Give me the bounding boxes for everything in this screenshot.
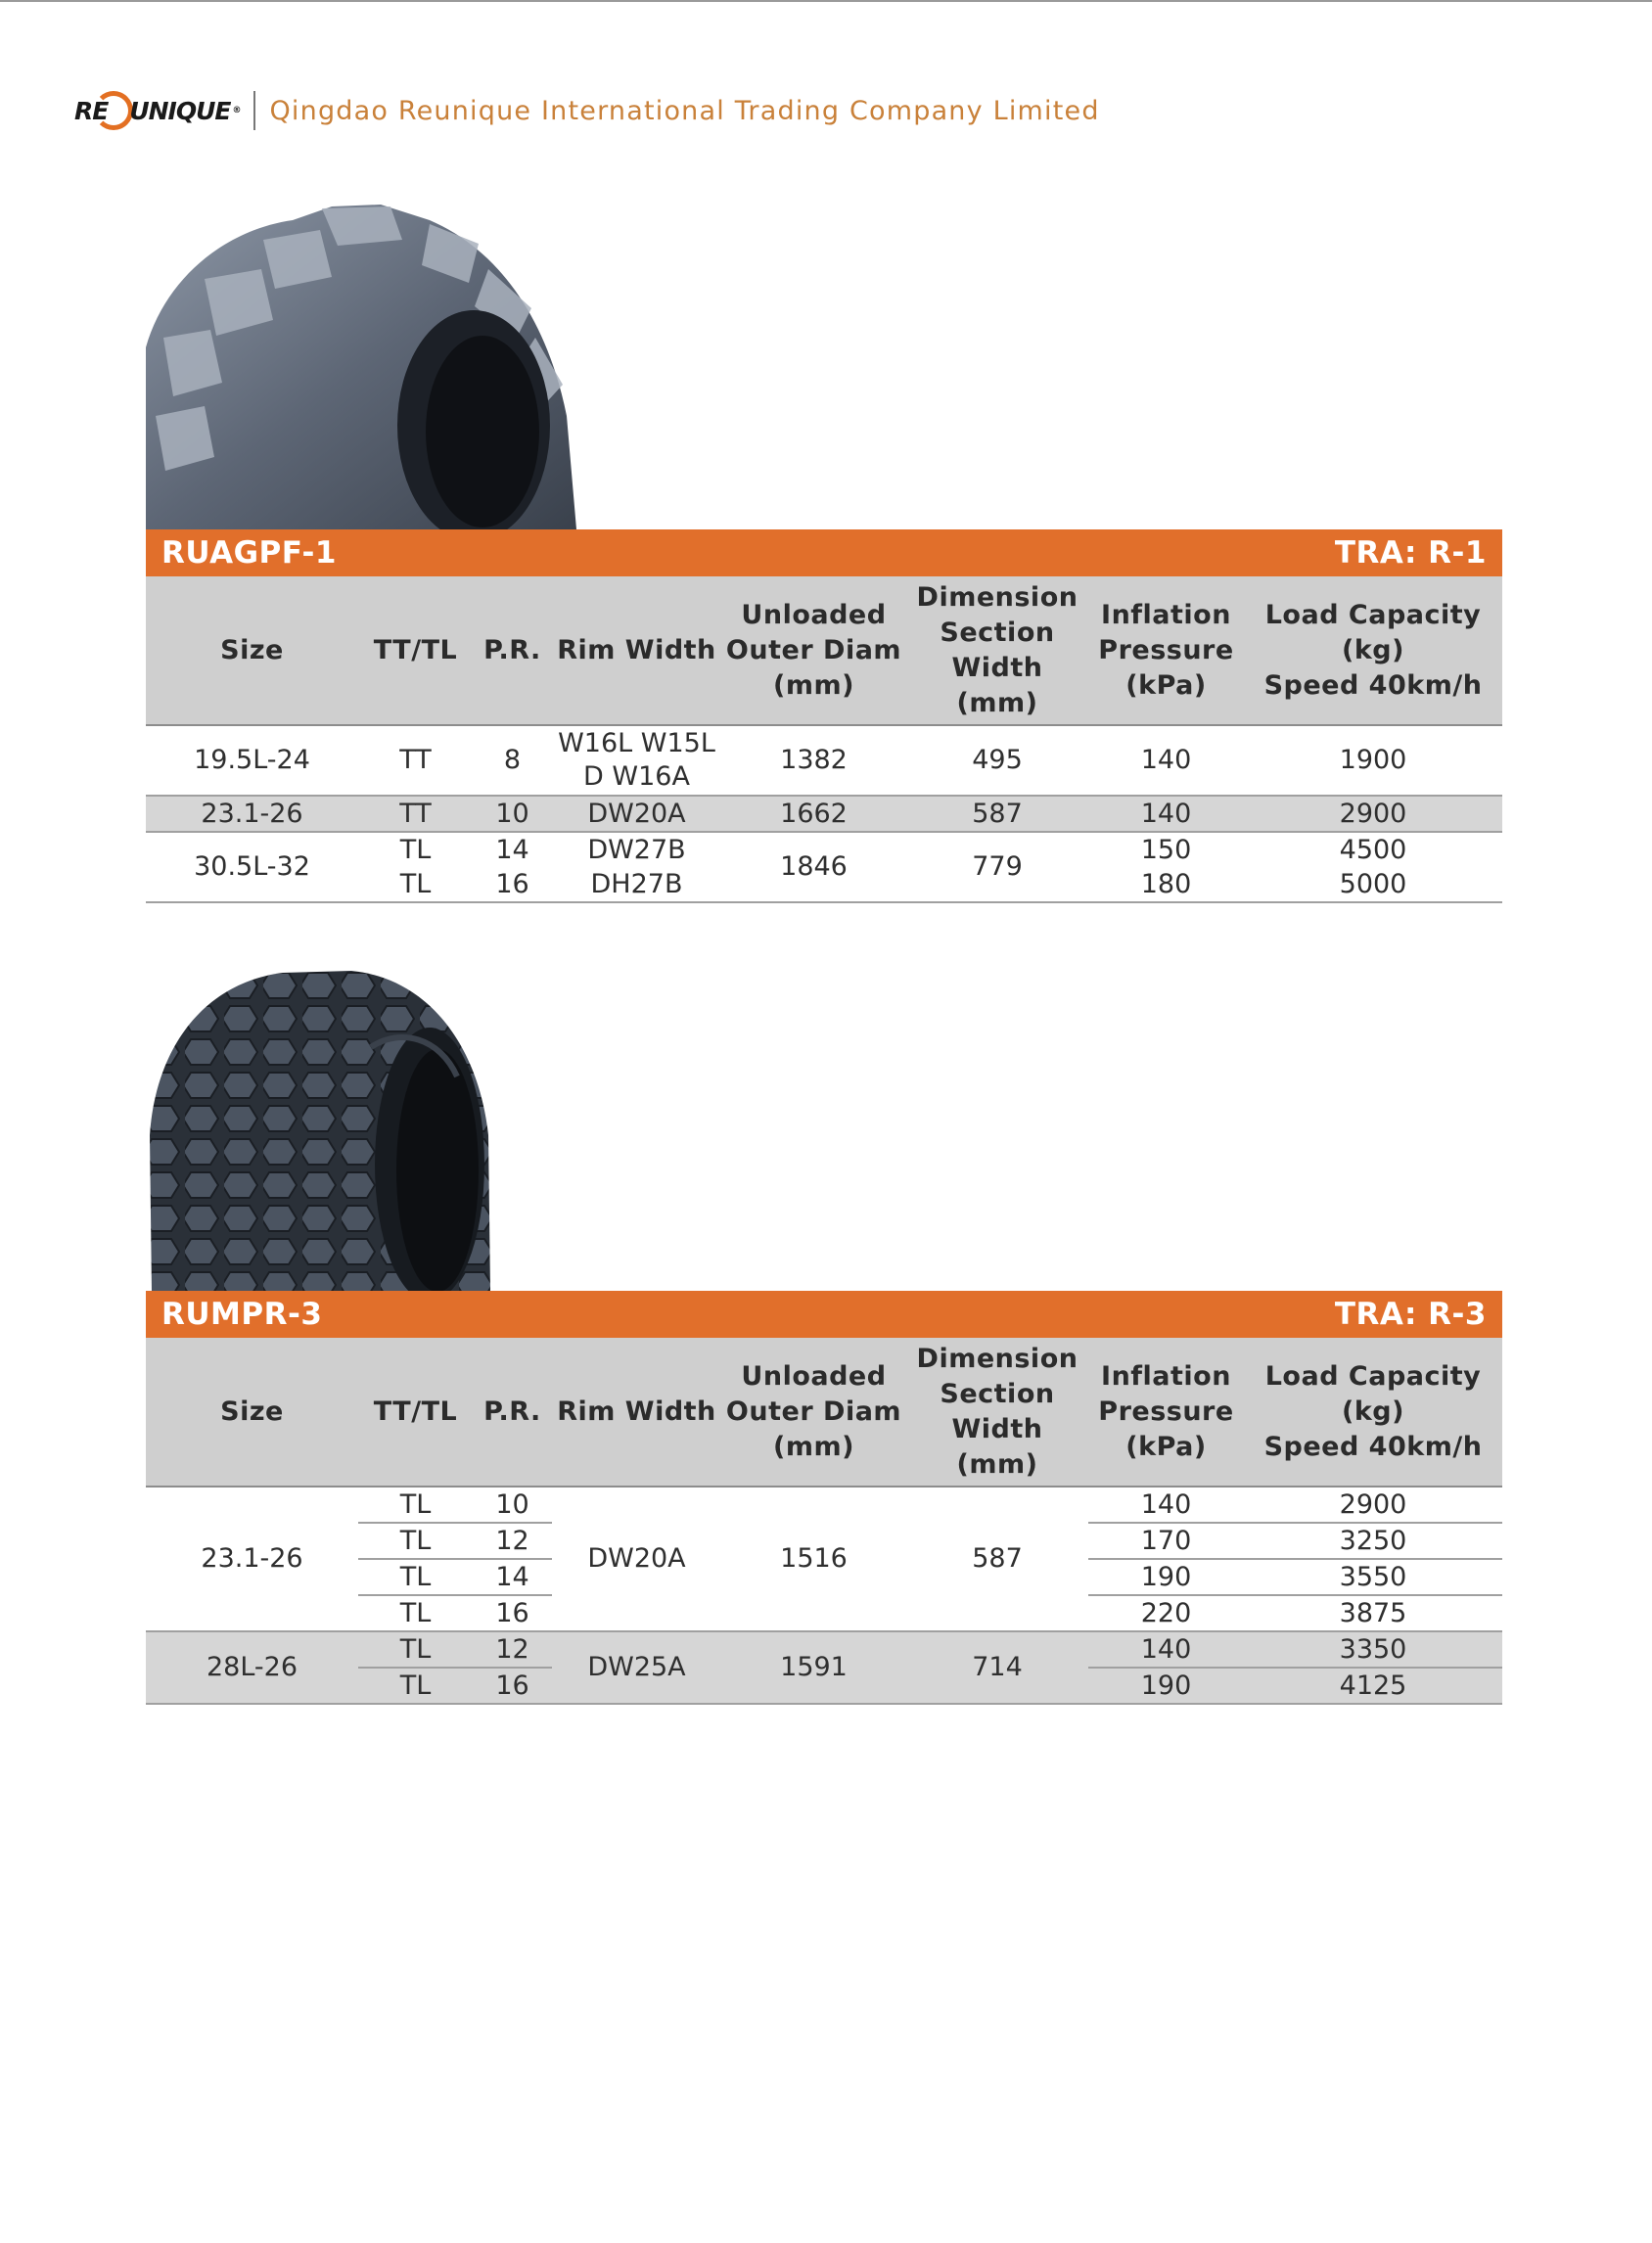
header-divider (253, 91, 255, 130)
spec-table (146, 576, 1502, 903)
table-row: TL 12 170 3250 (146, 1523, 1502, 1559)
tra-code: TRA: R-3 (1334, 1297, 1487, 1332)
col-rim: Rim Width (552, 576, 721, 725)
col-tttl: TT/TL (358, 1338, 473, 1487)
col-size: Size (146, 1338, 358, 1487)
table-row: TL 16 DH27B 180 5000 (146, 867, 1502, 902)
top-rule (0, 0, 1652, 2)
col-section-width: Dimension Section Width (mm) (906, 1338, 1088, 1487)
col-outer-diam: Unloaded Outer Diam (mm) (721, 1338, 906, 1487)
col-load: Load Capacity (kg) Speed 40km/h (1244, 1338, 1502, 1487)
col-pressure: Inflation Pressure (kPa) (1088, 576, 1244, 725)
ruagpf-tire-image (146, 201, 576, 529)
spec-table (146, 1338, 1502, 1705)
table-row: 28L-26 TL 12 DW25A 1591 714 140 3350 (146, 1631, 1502, 1668)
logo-text-right: UNIQUE (129, 96, 231, 125)
company-header (74, 84, 1100, 137)
logo-ring-icon (94, 91, 133, 130)
logo-registered-mark: ® (232, 106, 241, 115)
rumpr-tire-image (146, 969, 508, 1292)
col-pressure: Inflation Pressure (kPa) (1088, 1338, 1244, 1487)
table-row: 23.1-26 TL 10 DW20A 1516 587 140 2900 (146, 1487, 1502, 1523)
company-name: Qingdao Reunique International Trading Company Limited (269, 95, 1100, 126)
table-row: 19.5L-24 TT 8 W16L W15L D W16A 1382 495 140 1900 (146, 725, 1502, 796)
product-rumpr-3 (146, 1291, 1502, 1705)
col-rim: Rim Width (552, 1338, 721, 1487)
col-tttl: TT/TL (358, 576, 473, 725)
company-logo (74, 91, 240, 130)
logo-text-left: RE (74, 96, 109, 125)
col-outer-diam: Unloaded Outer Diam (mm) (721, 576, 906, 725)
product-name: RUMPR-3 (161, 1297, 323, 1332)
product-title-bar (146, 1291, 1502, 1338)
product-title-bar (146, 529, 1502, 576)
table-row: 23.1-26 TT 10 DW20A 1662 587 140 2900 (146, 796, 1502, 832)
col-size: Size (146, 576, 358, 725)
table-header-row (146, 1338, 1502, 1487)
table-row: TL 16 190 4125 (146, 1668, 1502, 1704)
col-load: Load Capacity (kg) Speed 40km/h (1244, 576, 1502, 725)
tra-code: TRA: R-1 (1334, 535, 1487, 571)
col-pr: P.R. (473, 1338, 552, 1487)
table-row: TL 16 220 3875 (146, 1595, 1502, 1631)
product-ruagpf-1 (146, 529, 1502, 903)
table-row: TL 14 190 3550 (146, 1559, 1502, 1595)
col-section-width: Dimension Section Width (mm) (906, 576, 1088, 725)
table-row: 30.5L-32 TL 14 DW27B 1846 779 150 4500 (146, 832, 1502, 867)
table-header-row (146, 576, 1502, 725)
col-pr: P.R. (473, 576, 552, 725)
product-name: RUAGPF-1 (161, 535, 337, 571)
